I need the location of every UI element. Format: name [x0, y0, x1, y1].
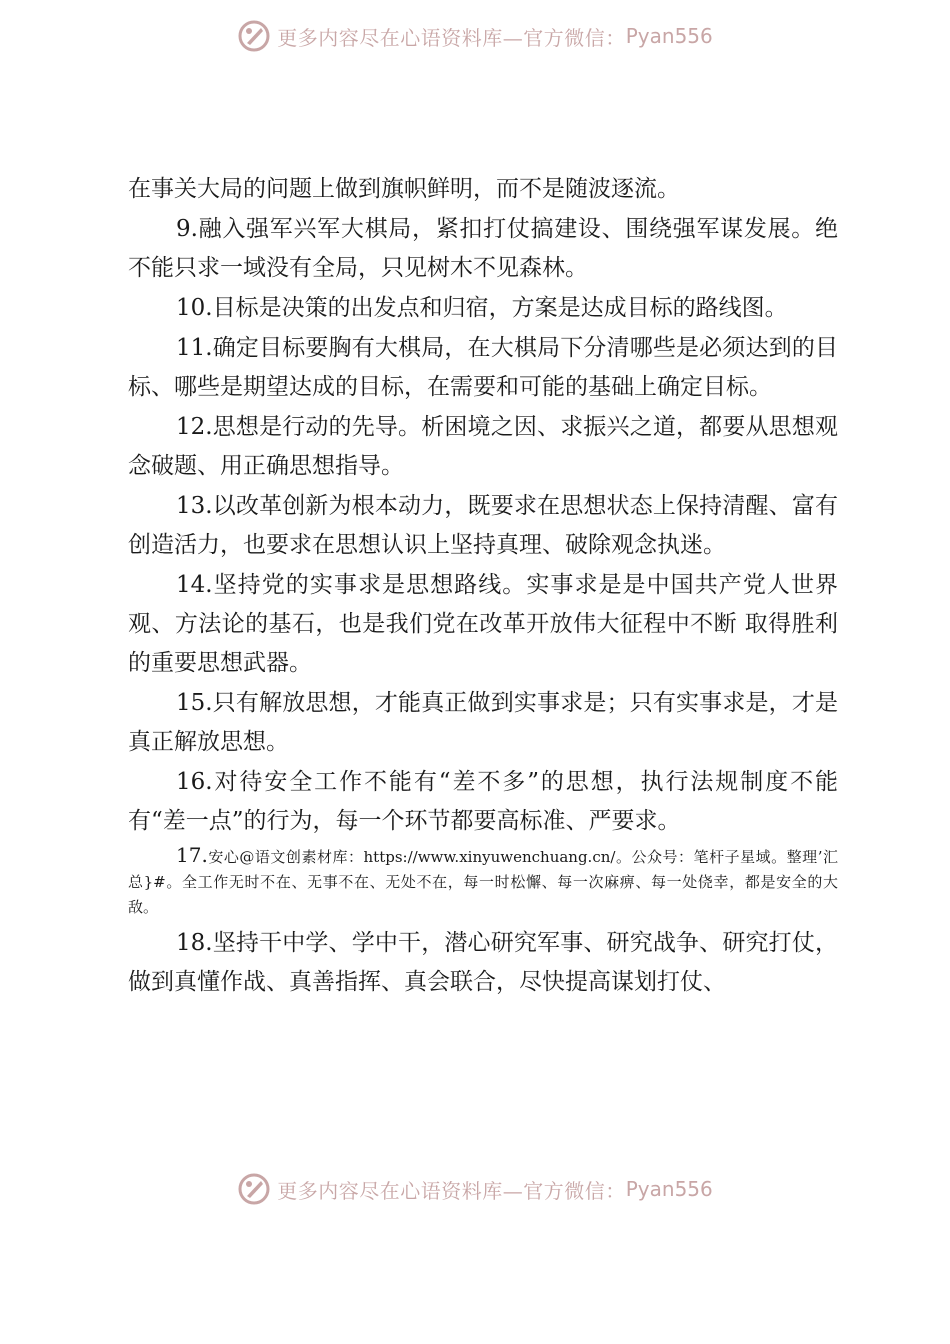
header-banner-id: Pyan556	[625, 24, 713, 48]
paragraph-17-number: 17.	[176, 843, 208, 867]
footer-banner-id: Pyan556	[625, 1177, 713, 1201]
header-banner	[0, 16, 950, 56]
paragraph-continuation: 在事关大局的问题上做到旗帜鲜明，而不是随波逐流。	[128, 176, 680, 202]
paragraph-14: 14.坚持党的实事求是思想路线。实事求是是中国共产党人世界观、方法论的基石，也是我们党在改革开放伟大征程中不断 取得胜利的重要思想武器。	[128, 572, 838, 676]
footer-banner	[0, 1169, 950, 1209]
brand-logo-icon	[237, 1172, 271, 1206]
paragraph-15: 15.只有解放思想，才能真正做到实事求是；只有实事求是，才是真正解放思想。	[128, 690, 838, 755]
paragraph-10: 10.目标是决策的出发点和归宿，方案是达成目标的路线图。	[176, 295, 788, 321]
paragraph-12: 12.思想是行动的先导。析困境之因、求振兴之道，都要从思想观念破题、用正确思想指导。	[128, 414, 838, 479]
paragraph-17-text: 安心@语文创素材库：https://www.xinyuwenchuang.cn/。公众号：笔杆子星域。整理’汇总}#。全工作无时不在、无事不在、无处不在，每一时松懈、每一次麻痹、每一处侥幸，都是安全的大敌。	[128, 848, 838, 916]
paragraph-17	[128, 843, 838, 920]
header-banner-text: 更多内容尽在心语资料库—官方微信：	[277, 25, 626, 50]
paragraph-9: 9.融入强军兴军大棋局，紧扣打仗搞建设、围绕强军谋发展。绝不能只求一域没有全局，只见树木不见森林。	[128, 216, 838, 281]
footer-banner-text: 更多内容尽在心语资料库—官方微信：	[277, 1178, 626, 1203]
paragraph-11: 11.确定目标要胸有大棋局，在大棋局下分清哪些是必须达到的目标、哪些是期望达成的目标，在需要和可能的基础上确定目标。	[128, 335, 838, 400]
document-body	[128, 170, 838, 1002]
paragraph-16: 16.对待安全工作不能有“差不多”的思想，执行法规制度不能有“差一点”的行为，每一个环节都要高标准、严要求。	[128, 769, 838, 834]
brand-logo-icon	[237, 19, 271, 53]
paragraph-13: 13.以改革创新为根本动力，既要求在思想状态上保持清醒、富有创造活力，也要求在思想认识上坚持真理、破除观念执迷。	[128, 493, 838, 558]
paragraph-18: 18.坚持干中学、学中干，潜心研究军事、研究战争、研究打仗，做到真懂作战、真善指挥、真会联合，尽快提高谋划打仗、	[128, 930, 838, 995]
